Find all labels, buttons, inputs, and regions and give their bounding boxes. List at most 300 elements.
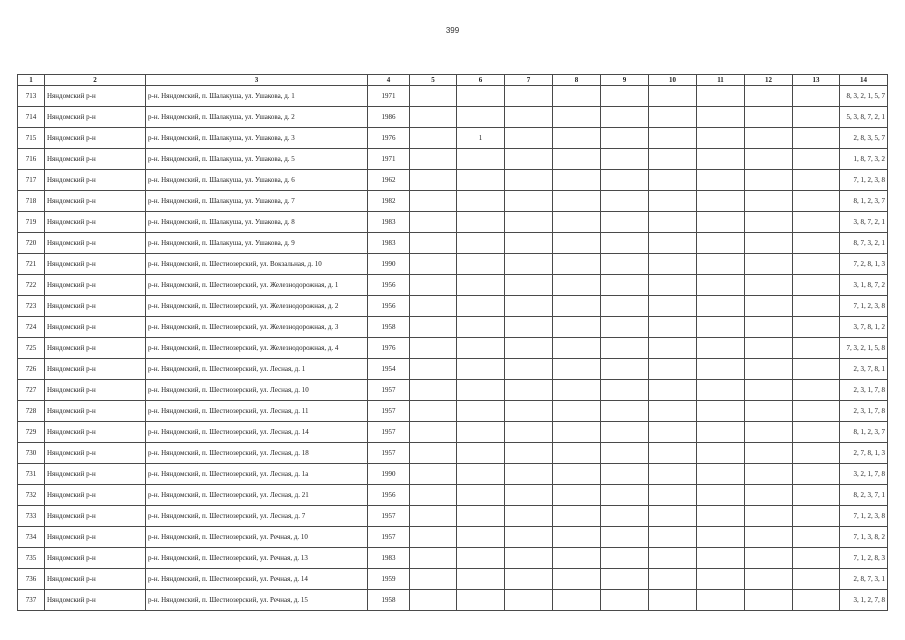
address-cell: р-н. Няндомский, п. Шестиозерский, ул. Лесная, д. 1 bbox=[146, 359, 368, 380]
district-cell: Няндомский р-н bbox=[45, 86, 146, 107]
column-14-cell: 8, 7, 3, 2, 1 bbox=[840, 233, 888, 254]
column-6-cell bbox=[457, 107, 505, 128]
column-13-cell bbox=[793, 338, 840, 359]
column-8-cell bbox=[553, 569, 601, 590]
column-14-cell: 2, 3, 1, 7, 8 bbox=[840, 401, 888, 422]
address-cell: р-н. Няндомский, п. Шестиозерский, ул. Речная, д. 13 bbox=[146, 548, 368, 569]
row-number-cell: 729 bbox=[18, 422, 45, 443]
column-13-cell bbox=[793, 107, 840, 128]
column-14-cell: 3, 8, 7, 2, 1 bbox=[840, 212, 888, 233]
table-row bbox=[18, 527, 888, 548]
column-12-cell bbox=[745, 464, 793, 485]
row-number-cell: 731 bbox=[18, 464, 45, 485]
table-row bbox=[18, 569, 888, 590]
year-cell: 1962 bbox=[368, 170, 410, 191]
column-13-cell bbox=[793, 128, 840, 149]
address-cell: р-н. Няндомский, п. Шалакуша, ул. Ушакова, д. 8 bbox=[146, 212, 368, 233]
column-7-cell bbox=[505, 569, 553, 590]
year-cell: 1959 bbox=[368, 569, 410, 590]
column-13-cell bbox=[793, 527, 840, 548]
column-10-cell bbox=[649, 149, 697, 170]
year-cell: 1986 bbox=[368, 107, 410, 128]
column-7-cell bbox=[505, 128, 553, 149]
column-12-cell bbox=[745, 191, 793, 212]
address-cell: р-н. Няндомский, п. Шалакуша, ул. Ушакова, д. 7 bbox=[146, 191, 368, 212]
district-cell: Няндомский р-н bbox=[45, 401, 146, 422]
column-14-cell: 7, 1, 2, 3, 8 bbox=[840, 296, 888, 317]
column-11-cell bbox=[697, 548, 745, 569]
column-9-cell bbox=[601, 485, 649, 506]
column-7-cell bbox=[505, 422, 553, 443]
column-6-cell bbox=[457, 296, 505, 317]
district-cell: Няндомский р-н bbox=[45, 191, 146, 212]
column-8-cell bbox=[553, 485, 601, 506]
column-12-cell bbox=[745, 443, 793, 464]
column-12-cell bbox=[745, 485, 793, 506]
column-5-cell bbox=[410, 107, 457, 128]
table-row bbox=[18, 464, 888, 485]
district-cell: Няндомский р-н bbox=[45, 170, 146, 191]
column-11-cell bbox=[697, 170, 745, 191]
column-5-cell bbox=[410, 128, 457, 149]
table-row bbox=[18, 233, 888, 254]
table-row bbox=[18, 170, 888, 191]
column-13-cell bbox=[793, 212, 840, 233]
column-12-cell bbox=[745, 86, 793, 107]
column-10-cell bbox=[649, 485, 697, 506]
row-number-cell: 715 bbox=[18, 128, 45, 149]
column-14-cell: 8, 1, 2, 3, 7 bbox=[840, 191, 888, 212]
registry-table bbox=[17, 74, 888, 611]
district-cell: Няндомский р-н bbox=[45, 107, 146, 128]
column-5-cell bbox=[410, 485, 457, 506]
column-header: 5 bbox=[410, 75, 457, 86]
column-9-cell bbox=[601, 191, 649, 212]
column-8-cell bbox=[553, 380, 601, 401]
year-cell: 1957 bbox=[368, 506, 410, 527]
table-row bbox=[18, 149, 888, 170]
column-7-cell bbox=[505, 359, 553, 380]
column-6-cell bbox=[457, 170, 505, 191]
column-6-cell bbox=[457, 527, 505, 548]
column-9-cell bbox=[601, 296, 649, 317]
address-cell: р-н. Няндомский, п. Шестиозерский, ул. Лесная, д. 21 bbox=[146, 485, 368, 506]
column-6-cell bbox=[457, 443, 505, 464]
column-header: 11 bbox=[697, 75, 745, 86]
column-9-cell bbox=[601, 128, 649, 149]
column-6-cell bbox=[457, 359, 505, 380]
district-cell: Няндомский р-н bbox=[45, 527, 146, 548]
column-5-cell bbox=[410, 86, 457, 107]
table-row bbox=[18, 317, 888, 338]
column-13-cell bbox=[793, 296, 840, 317]
district-cell: Няндомский р-н bbox=[45, 443, 146, 464]
address-cell: р-н. Няндомский, п. Шестиозерский, ул. Лесная, д. 10 bbox=[146, 380, 368, 401]
year-cell: 1983 bbox=[368, 548, 410, 569]
table-row bbox=[18, 401, 888, 422]
column-9-cell bbox=[601, 275, 649, 296]
row-number-cell: 722 bbox=[18, 275, 45, 296]
address-cell: р-н. Няндомский, п. Шестиозерский, ул. Речная, д. 14 bbox=[146, 569, 368, 590]
row-number-cell: 725 bbox=[18, 338, 45, 359]
column-8-cell bbox=[553, 443, 601, 464]
column-12-cell bbox=[745, 422, 793, 443]
column-5-cell bbox=[410, 254, 457, 275]
column-10-cell bbox=[649, 359, 697, 380]
column-11-cell bbox=[697, 485, 745, 506]
column-7-cell bbox=[505, 464, 553, 485]
column-13-cell bbox=[793, 422, 840, 443]
address-cell: р-н. Няндомский, п. Шалакуша, ул. Ушакова, д. 3 bbox=[146, 128, 368, 149]
column-header: 2 bbox=[45, 75, 146, 86]
column-10-cell bbox=[649, 107, 697, 128]
column-5-cell bbox=[410, 191, 457, 212]
column-7-cell bbox=[505, 233, 553, 254]
column-12-cell bbox=[745, 401, 793, 422]
column-6-cell bbox=[457, 590, 505, 611]
column-header: 9 bbox=[601, 75, 649, 86]
district-cell: Няндомский р-н bbox=[45, 254, 146, 275]
column-13-cell bbox=[793, 443, 840, 464]
column-9-cell bbox=[601, 149, 649, 170]
district-cell: Няндомский р-н bbox=[45, 149, 146, 170]
column-8-cell bbox=[553, 233, 601, 254]
row-number-cell: 720 bbox=[18, 233, 45, 254]
row-number-cell: 732 bbox=[18, 485, 45, 506]
column-10-cell bbox=[649, 254, 697, 275]
table-row bbox=[18, 212, 888, 233]
column-header: 13 bbox=[793, 75, 840, 86]
column-11-cell bbox=[697, 317, 745, 338]
column-8-cell bbox=[553, 464, 601, 485]
column-5-cell bbox=[410, 590, 457, 611]
column-10-cell bbox=[649, 317, 697, 338]
column-10-cell bbox=[649, 569, 697, 590]
column-6-cell bbox=[457, 275, 505, 296]
column-14-cell: 7, 1, 2, 3, 8 bbox=[840, 170, 888, 191]
row-number-cell: 734 bbox=[18, 527, 45, 548]
column-12-cell bbox=[745, 380, 793, 401]
address-cell: р-н. Няндомский, п. Шестиозерский, ул. Железнодорожная, д. 4 bbox=[146, 338, 368, 359]
row-number-cell: 718 bbox=[18, 191, 45, 212]
row-number-cell: 727 bbox=[18, 380, 45, 401]
page-number: 399 bbox=[445, 26, 460, 35]
column-5-cell bbox=[410, 506, 457, 527]
column-7-cell bbox=[505, 527, 553, 548]
column-5-cell bbox=[410, 338, 457, 359]
row-number-cell: 736 bbox=[18, 569, 45, 590]
row-number-cell: 726 bbox=[18, 359, 45, 380]
address-cell: р-н. Няндомский, п. Шалакуша, ул. Ушакова, д. 5 bbox=[146, 149, 368, 170]
address-cell: р-н. Няндомский, п. Шестиозерский, ул. Железнодорожная, д. 3 bbox=[146, 317, 368, 338]
address-cell: р-н. Няндомский, п. Шестиозерский, ул. Вокзальная, д. 10 bbox=[146, 254, 368, 275]
year-cell: 1956 bbox=[368, 296, 410, 317]
column-9-cell bbox=[601, 380, 649, 401]
year-cell: 1982 bbox=[368, 191, 410, 212]
column-6-cell bbox=[457, 191, 505, 212]
year-cell: 1956 bbox=[368, 485, 410, 506]
table-row bbox=[18, 548, 888, 569]
district-cell: Няндомский р-н bbox=[45, 464, 146, 485]
column-7-cell bbox=[505, 317, 553, 338]
column-13-cell bbox=[793, 359, 840, 380]
year-cell: 1990 bbox=[368, 254, 410, 275]
column-12-cell bbox=[745, 107, 793, 128]
row-number-cell: 721 bbox=[18, 254, 45, 275]
column-header: 1 bbox=[18, 75, 45, 86]
table-row bbox=[18, 254, 888, 275]
table-row bbox=[18, 485, 888, 506]
row-number-cell: 737 bbox=[18, 590, 45, 611]
column-12-cell bbox=[745, 254, 793, 275]
column-11-cell bbox=[697, 233, 745, 254]
year-cell: 1971 bbox=[368, 86, 410, 107]
column-5-cell bbox=[410, 170, 457, 191]
column-12-cell bbox=[745, 128, 793, 149]
column-14-cell: 5, 3, 8, 7, 2, 1 bbox=[840, 107, 888, 128]
column-header: 6 bbox=[457, 75, 505, 86]
column-6-cell bbox=[457, 212, 505, 233]
column-6-cell bbox=[457, 233, 505, 254]
column-12-cell bbox=[745, 317, 793, 338]
column-header: 8 bbox=[553, 75, 601, 86]
year-cell: 1954 bbox=[368, 359, 410, 380]
address-cell: р-н. Няндомский, п. Шестиозерский, ул. Лесная, д. 14 bbox=[146, 422, 368, 443]
row-number-cell: 713 bbox=[18, 86, 45, 107]
column-14-cell: 7, 2, 8, 1, 3 bbox=[840, 254, 888, 275]
column-5-cell bbox=[410, 296, 457, 317]
address-cell: р-н. Няндомский, п. Шестиозерский, ул. Речная, д. 10 bbox=[146, 527, 368, 548]
column-14-cell: 2, 3, 7, 8, 1 bbox=[840, 359, 888, 380]
column-7-cell bbox=[505, 443, 553, 464]
column-13-cell bbox=[793, 485, 840, 506]
column-11-cell bbox=[697, 527, 745, 548]
address-cell: р-н. Няндомский, п. Шестиозерский, ул. Лесная, д. 7 bbox=[146, 506, 368, 527]
column-9-cell bbox=[601, 569, 649, 590]
column-6-cell bbox=[457, 485, 505, 506]
column-11-cell bbox=[697, 128, 745, 149]
column-11-cell bbox=[697, 254, 745, 275]
column-11-cell bbox=[697, 380, 745, 401]
column-8-cell bbox=[553, 86, 601, 107]
column-12-cell bbox=[745, 275, 793, 296]
column-9-cell bbox=[601, 422, 649, 443]
column-9-cell bbox=[601, 317, 649, 338]
address-cell: р-н. Няндомский, п. Шестиозерский, ул. Лесная, д. 11 bbox=[146, 401, 368, 422]
table-row bbox=[18, 590, 888, 611]
column-11-cell bbox=[697, 569, 745, 590]
year-cell: 1957 bbox=[368, 527, 410, 548]
column-14-cell: 2, 7, 8, 1, 3 bbox=[840, 443, 888, 464]
column-8-cell bbox=[553, 527, 601, 548]
column-14-cell: 7, 3, 2, 1, 5, 8 bbox=[840, 338, 888, 359]
column-13-cell bbox=[793, 569, 840, 590]
column-10-cell bbox=[649, 548, 697, 569]
row-number-cell: 724 bbox=[18, 317, 45, 338]
column-10-cell bbox=[649, 464, 697, 485]
table-row bbox=[18, 191, 888, 212]
column-5-cell bbox=[410, 359, 457, 380]
column-12-cell bbox=[745, 233, 793, 254]
district-cell: Няндомский р-н bbox=[45, 317, 146, 338]
column-5-cell bbox=[410, 569, 457, 590]
column-14-cell: 3, 1, 2, 7, 8 bbox=[840, 590, 888, 611]
column-10-cell bbox=[649, 380, 697, 401]
table-row bbox=[18, 107, 888, 128]
column-10-cell bbox=[649, 443, 697, 464]
column-14-cell: 8, 2, 3, 7, 1 bbox=[840, 485, 888, 506]
column-header: 7 bbox=[505, 75, 553, 86]
column-11-cell bbox=[697, 296, 745, 317]
column-10-cell bbox=[649, 275, 697, 296]
column-9-cell bbox=[601, 548, 649, 569]
column-13-cell bbox=[793, 464, 840, 485]
column-9-cell bbox=[601, 527, 649, 548]
column-7-cell bbox=[505, 107, 553, 128]
year-cell: 1958 bbox=[368, 317, 410, 338]
column-10-cell bbox=[649, 296, 697, 317]
year-cell: 1957 bbox=[368, 401, 410, 422]
column-12-cell bbox=[745, 338, 793, 359]
column-5-cell bbox=[410, 548, 457, 569]
column-5-cell bbox=[410, 422, 457, 443]
table-row bbox=[18, 380, 888, 401]
column-9-cell bbox=[601, 590, 649, 611]
row-number-cell: 735 bbox=[18, 548, 45, 569]
column-8-cell bbox=[553, 401, 601, 422]
column-7-cell bbox=[505, 275, 553, 296]
column-8-cell bbox=[553, 170, 601, 191]
row-number-cell: 730 bbox=[18, 443, 45, 464]
column-7-cell bbox=[505, 212, 553, 233]
column-9-cell bbox=[601, 107, 649, 128]
column-5-cell bbox=[410, 149, 457, 170]
column-13-cell bbox=[793, 149, 840, 170]
column-10-cell bbox=[649, 212, 697, 233]
column-6-cell bbox=[457, 317, 505, 338]
column-11-cell bbox=[697, 464, 745, 485]
column-7-cell bbox=[505, 380, 553, 401]
column-8-cell bbox=[553, 107, 601, 128]
year-cell: 1957 bbox=[368, 422, 410, 443]
column-11-cell bbox=[697, 149, 745, 170]
column-8-cell bbox=[553, 338, 601, 359]
column-7-cell bbox=[505, 506, 553, 527]
year-cell: 1990 bbox=[368, 464, 410, 485]
column-10-cell bbox=[649, 527, 697, 548]
column-14-cell: 8, 3, 2, 1, 5, 7 bbox=[840, 86, 888, 107]
column-14-cell: 7, 1, 2, 3, 8 bbox=[840, 506, 888, 527]
column-12-cell bbox=[745, 212, 793, 233]
column-8-cell bbox=[553, 275, 601, 296]
district-cell: Няндомский р-н bbox=[45, 233, 146, 254]
column-8-cell bbox=[553, 296, 601, 317]
column-9-cell bbox=[601, 338, 649, 359]
column-14-cell: 2, 8, 7, 3, 1 bbox=[840, 569, 888, 590]
year-cell: 1957 bbox=[368, 380, 410, 401]
year-cell: 1971 bbox=[368, 149, 410, 170]
column-header: 3 bbox=[146, 75, 368, 86]
column-11-cell bbox=[697, 401, 745, 422]
column-8-cell bbox=[553, 212, 601, 233]
row-number-cell: 714 bbox=[18, 107, 45, 128]
table-row bbox=[18, 86, 888, 107]
column-13-cell bbox=[793, 380, 840, 401]
column-11-cell bbox=[697, 107, 745, 128]
table-row bbox=[18, 296, 888, 317]
column-11-cell bbox=[697, 422, 745, 443]
year-cell: 1956 bbox=[368, 275, 410, 296]
column-14-cell: 7, 1, 3, 8, 2 bbox=[840, 527, 888, 548]
row-number-cell: 717 bbox=[18, 170, 45, 191]
column-10-cell bbox=[649, 128, 697, 149]
column-13-cell bbox=[793, 191, 840, 212]
column-7-cell bbox=[505, 401, 553, 422]
column-13-cell bbox=[793, 233, 840, 254]
address-cell: р-н. Няндомский, п. Шалакуша, ул. Ушакова, д. 1 bbox=[146, 86, 368, 107]
year-cell: 1983 bbox=[368, 233, 410, 254]
column-6-cell bbox=[457, 548, 505, 569]
address-cell: р-н. Няндомский, п. Шестиозерский, ул. Лесная, д. 18 bbox=[146, 443, 368, 464]
column-6-cell bbox=[457, 380, 505, 401]
column-13-cell bbox=[793, 401, 840, 422]
column-13-cell bbox=[793, 590, 840, 611]
district-cell: Няндомский р-н bbox=[45, 296, 146, 317]
column-7-cell bbox=[505, 86, 553, 107]
column-6-cell bbox=[457, 464, 505, 485]
column-12-cell bbox=[745, 359, 793, 380]
column-8-cell bbox=[553, 359, 601, 380]
address-cell: р-н. Няндомский, п. Шестиозерский, ул. Лесная, д. 1а bbox=[146, 464, 368, 485]
column-header: 12 bbox=[745, 75, 793, 86]
column-13-cell bbox=[793, 170, 840, 191]
column-13-cell bbox=[793, 275, 840, 296]
district-cell: Няндомский р-н bbox=[45, 338, 146, 359]
column-12-cell bbox=[745, 170, 793, 191]
column-8-cell bbox=[553, 191, 601, 212]
address-cell: р-н. Няндомский, п. Шалакуша, ул. Ушакова, д. 9 bbox=[146, 233, 368, 254]
year-cell: 1983 bbox=[368, 212, 410, 233]
column-6-cell bbox=[457, 254, 505, 275]
column-12-cell bbox=[745, 569, 793, 590]
address-cell: р-н. Няндомский, п. Шестиозерский, ул. Железнодорожная, д. 1 bbox=[146, 275, 368, 296]
column-6-cell bbox=[457, 86, 505, 107]
district-cell: Няндомский р-н bbox=[45, 506, 146, 527]
column-7-cell bbox=[505, 296, 553, 317]
table-row bbox=[18, 506, 888, 527]
district-cell: Няндомский р-н bbox=[45, 380, 146, 401]
district-cell: Няндомский р-н bbox=[45, 359, 146, 380]
district-cell: Няндомский р-н bbox=[45, 590, 146, 611]
column-14-cell: 2, 3, 1, 7, 8 bbox=[840, 380, 888, 401]
row-number-cell: 719 bbox=[18, 212, 45, 233]
column-9-cell bbox=[601, 359, 649, 380]
column-10-cell bbox=[649, 86, 697, 107]
address-cell: р-н. Няндомский, п. Шестиозерский, ул. Железнодорожная, д. 2 bbox=[146, 296, 368, 317]
column-9-cell bbox=[601, 86, 649, 107]
column-9-cell bbox=[601, 170, 649, 191]
column-6-cell bbox=[457, 401, 505, 422]
column-11-cell bbox=[697, 212, 745, 233]
column-14-cell: 3, 2, 1, 7, 8 bbox=[840, 464, 888, 485]
address-cell: р-н. Няндомский, п. Шестиозерский, ул. Речная, д. 15 bbox=[146, 590, 368, 611]
column-8-cell bbox=[553, 149, 601, 170]
column-11-cell bbox=[697, 359, 745, 380]
column-8-cell bbox=[553, 506, 601, 527]
column-7-cell bbox=[505, 191, 553, 212]
column-12-cell bbox=[745, 296, 793, 317]
column-9-cell bbox=[601, 233, 649, 254]
